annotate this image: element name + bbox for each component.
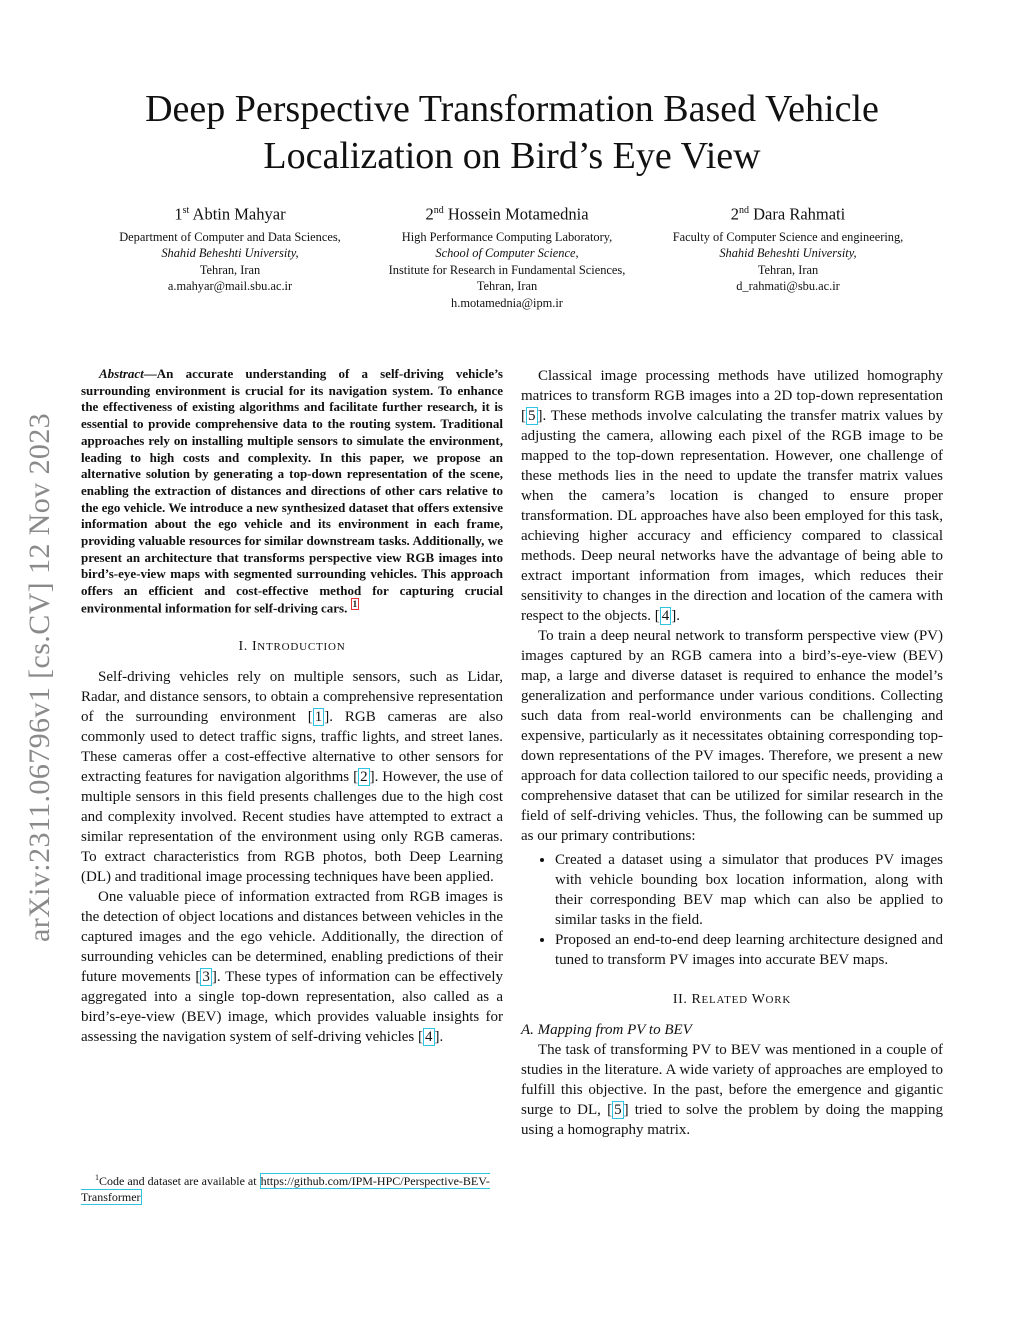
left-column — [81, 366, 503, 1047]
author-institution: Shahid Beheshti University, — [719, 246, 857, 260]
list-item: • Created a dataset using a simulator that produces PV images with vehicle bounding box location information, along with their corresponding BEV map which can also be applied to similar tasks in the field. — [555, 850, 943, 930]
author-dept: Faculty of Computer Science and engineering, — [672, 229, 904, 244]
abstract-text: An accurate understanding of a self-driving vehicle’s surrounding environment is crucial for its navigation system. To enhance the effectiveness of existing algorithms and facilitate further research, it is essential to provide comprehensive data to the routing system. Traditional approaches rely on installing multiple sensors to simulate the environment, leading to high costs and complexity. In this paper, we propose an alternative solution by generating a top-down representation of the scene, enabling the extraction of distances and directions of other cars relative to the ego vehicle. We introduce a new synthesized dataset that offers extensive information about the ego vehicle and its environment in each frame, providing valuable resources for similar downstream tasks. Additionally, we present an architecture that transforms perspective view RGB images into bird’s-eye-view maps with segmented surrounding vehicles. This approach offers an efficient and cost-effective method for capturing crucial environmental information for self-driving cars. — [81, 366, 503, 616]
citation-link[interactable]: 1 — [314, 708, 323, 725]
author-email: a.mahyar@mail.sbu.ac.ir — [167, 279, 293, 293]
citation-link[interactable]: 4 — [425, 1028, 433, 1045]
author-city: Tehran, Iran — [476, 279, 538, 293]
author-city: Tehran, Iran — [199, 262, 261, 277]
author-name: 2nd Hossein Motamednia — [425, 204, 589, 224]
right-column — [521, 366, 943, 1140]
contributions-list — [521, 850, 943, 970]
author-name: 1st Abtin Mahyar — [174, 204, 286, 224]
title-line-1: Deep Perspective Transformation Based Vehicle — [145, 88, 879, 130]
intro-paragraph-1: Self-driving vehicles rely on multiple sensors, such as Lidar, Radar, and distance sensors, to obtain a comprehensive representation of the surrounding environment [ 1 ]. RGB cameras are also commonly used to detect traffic signs, traffic lights, and street lanes. These cameras offer a cost-effective alternative to other sensors for extracting features for navigation algorithms [ 2 ]. However, the use of multiple sensors in this field presents challenges due to the high cost and complexity involved. Recent studies have attempted to extract a similar representation of the environment using only RGB cameras. To extract characteristics from RGB photos, both Deep Learning (DL) and traditional image processing techniques have been applied. — [81, 668, 503, 885]
author-name: 2nd Dara Rahmati — [730, 204, 846, 224]
abstract: Abstract—An accurate understanding of a self-driving vehicle’s surrounding environment is crucial for its navigation system. To enhance the effectiveness of existing algorithms and facilitate further research, it is essential to provide comprehensive data to the routing system. Traditional approaches rely on installing multiple sensors to simulate the environment, leading to high costs and complexity. In this paper, we propose an alternative solution by generating a top-down representation of the scene, enabling the extraction of distances and directions of other cars relative to the ego vehicle. We introduce a new synthesized dataset that offers extensive information about the ego vehicle and its environment in each frame, providing valuable resources for similar downstream tasks. Additionally, we present an architecture that transforms perspective view RGB images into bird’s-eye-view maps with segmented surrounding vehicles. This approach offers an efficient and cost-effective method for capturing crucial environmental information for self-driving cars. $^1$ — [81, 366, 503, 616]
author-2 — [362, 200, 652, 311]
author-block — [0, 200, 1024, 320]
abstract-label: Abstract — [99, 366, 144, 381]
intro-paragraph-3: Classical image processing methods have utilized homography matrices to transform RGB images into a 2D top-down representation [ 5 ]. These methods involve calculating the transfer matrix values by adjusting the camera, allowing each pixel of the RGB image to be mapped to the top-down representation. However, one challenge of these methods lies in the need to update the transfer matrix values when the camera’s location is changed to ensure proper transformation. DL approaches have also been employed for this task, achieving higher accuracy and efficiency compared to classical methods. Deep neural networks have the advantage of being able to extract important information from images, which reduces their sensitivity to changes in the direction and location of the camera with respect to the objects. [ 4 ]. — [521, 368, 943, 624]
section-heading-intro: I. INTRODUCTION — [238, 638, 346, 654]
code-url-link[interactable]: https://github.com/IPM-HPC/Perspective-BEV-Transformer — [81, 1174, 490, 1204]
author-institution: Shahid Beheshti University, — [161, 246, 299, 260]
intro-paragraph-4: To train a deep neural network to transform perspective view (PV) images captured by an RGB camera into a bird’s-eye-view (BEV) map, a large and diverse dataset is required to enhance the model’s generalization and performance under various conditions. Collecting such data from real-world environments can be challenging and expensive, particularly as it necessitates obtaining corresponding top-down representations of the PV images. Therefore, we present a new approach for data collection tailored to our specific needs, providing a comprehensive dataset that can be utilized for similar research in the field of self-driving vehicles. Thus, the following can be summed up as our primary contributions: — [521, 628, 943, 844]
list-item: • Proposed an end-to-end deep learning architecture designed and tuned to transform PV images into accurate BEV maps. — [555, 930, 943, 970]
author-3 — [648, 200, 928, 295]
title-line-2: Localization on Bird’s Eye View — [263, 135, 761, 177]
citation-link[interactable]: 3 — [202, 968, 210, 985]
subsection-heading: A. Mapping from PV to BEV — [521, 1022, 692, 1038]
author-dept: Department of Computer and Data Sciences, — [119, 229, 341, 244]
citation-link[interactable]: 2 — [360, 768, 368, 785]
footnote-ref-link[interactable]: 1 — [352, 598, 358, 609]
arxiv-stamp: arXiv:2311.06796v1 [cs.CV] 12 Nov 2023 — [23, 412, 56, 942]
section-heading-related: II. RELATED WORK — [672, 992, 792, 1007]
author-school: School of Computer Science, — [435, 246, 579, 260]
intro-paragraph-2: One valuable piece of information extracted from RGB images is the detection of object locations and distances between vehicles in the captured images and the ego vehicle. Additionally, the direction of surrounding vehicles can be determined, enabling predictions of their future movements [ 3 ]. These types of information can be effectively aggregated into a single top-down representation, also called as a bird’s-eye-view (BEV) image, which provides valuable insights for assessing the navigation system of self-driving vehicles [ 4 ]. — [81, 888, 503, 1045]
related-paragraph-1: The task of transforming PV to BEV was mentioned in a couple of studies in the literature. A wide variety of approaches are employed to fulfill this objective. In the past, before the emergence and gigantic surge to DL, [ 5 ] tried to solve the problem by doing the mapping using a homography matrix. — [521, 1042, 943, 1138]
author-1 — [90, 200, 370, 295]
citation-link[interactable]: 5 — [614, 1102, 622, 1118]
author-email: d_rahmati@sbu.ac.ir — [736, 279, 840, 293]
citation-link[interactable]: 4 — [661, 608, 670, 624]
footnote: $^1$Code and dataset are available at https://github.com/IPM-HPC/Perspective-BEV-Transformer — [81, 1173, 490, 1204]
author-email: h.motamednia@ipm.ir — [451, 295, 563, 310]
author-city: Tehran, Iran — [757, 262, 819, 277]
paper-title — [60, 86, 964, 180]
citation-link[interactable]: 5 — [528, 408, 536, 424]
author-institution: Institute for Research in Fundamental Sciences, — [388, 262, 626, 277]
author-dept: High Performance Computing Laboratory, — [401, 229, 613, 244]
